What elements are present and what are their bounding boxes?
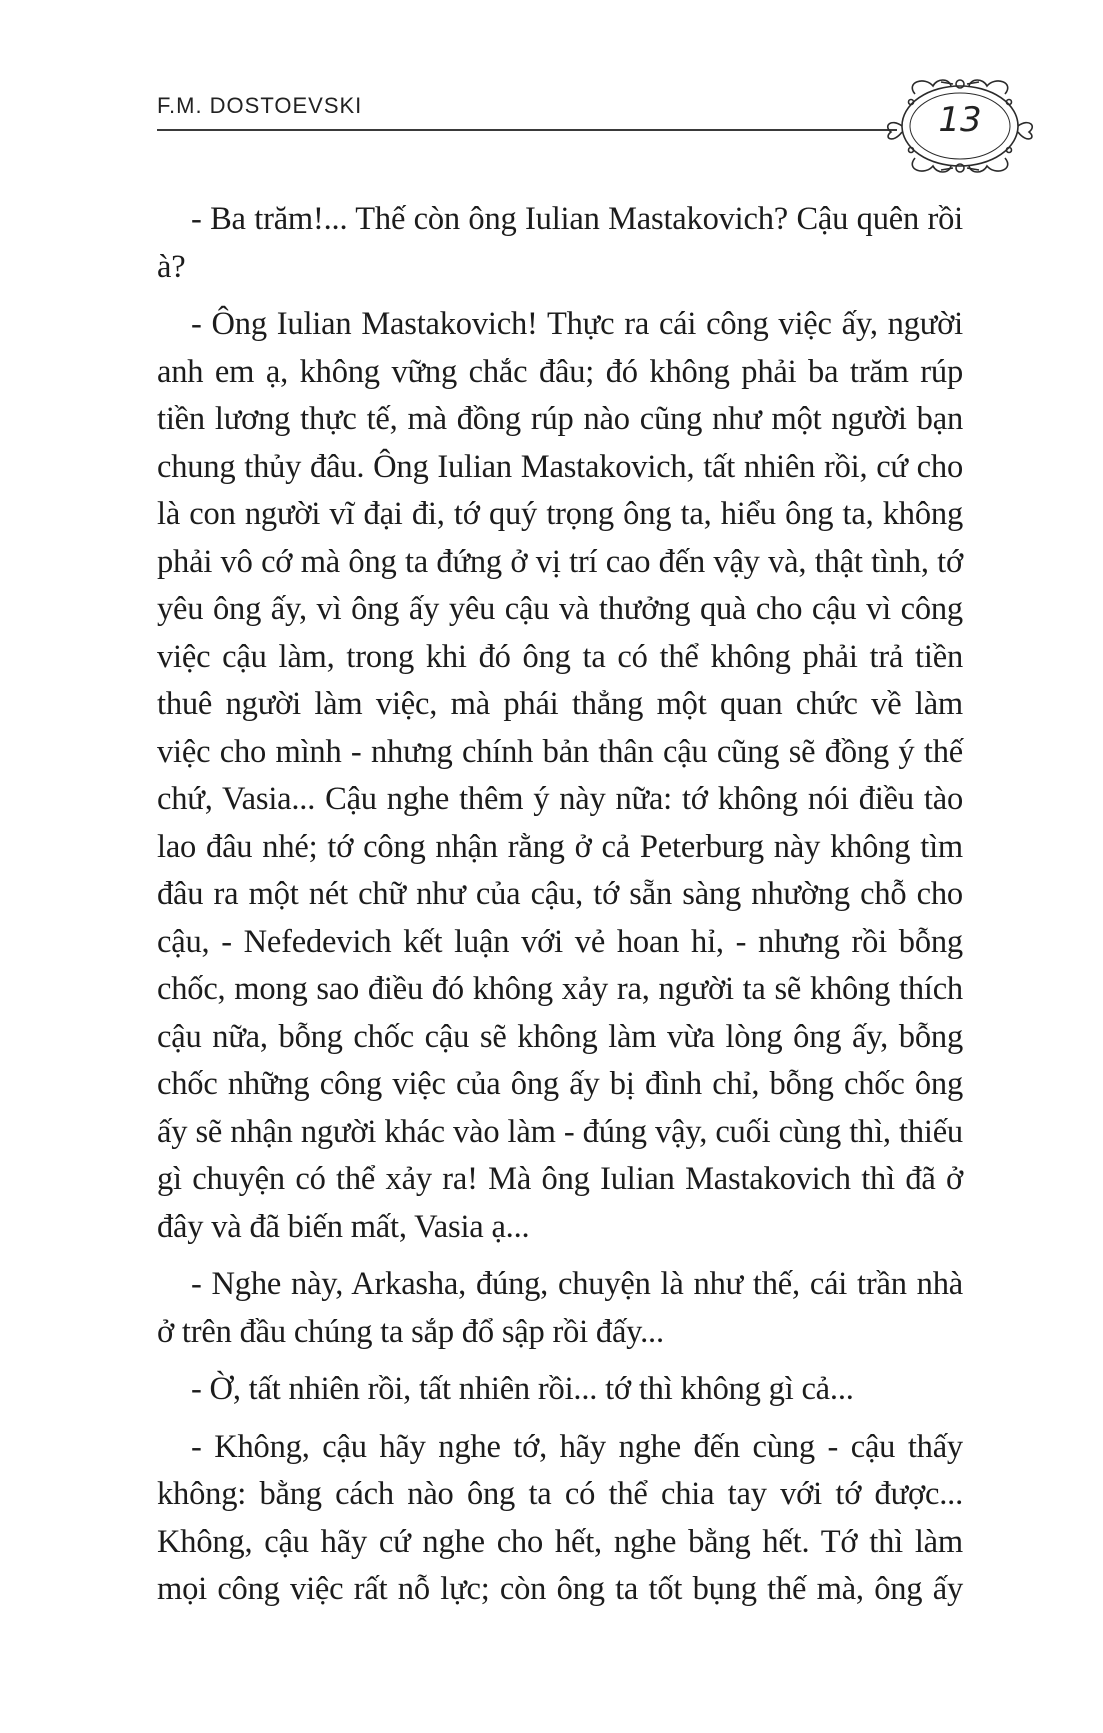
body-text	[157, 196, 963, 1614]
paragraph: - Nghe này, Arkasha, đúng, chuyện là như thế, cái trần nhà ở trên đầu chúng ta sắp đổ sập rồi đấy...	[157, 1266, 963, 1350]
paragraph: - Không, cậu hãy nghe tớ, hãy nghe đến cùng - cậu thấy không: bằng cách nào ông ta có thể chia tay với tớ được... Không, cậu hãy cứ nghe cho hết, nghe bằng hết. Tớ thì làm mọi công việc rất nỗ lực; còn ông ta tốt bụng thế mà, ông ấy	[157, 1428, 963, 1607]
running-head-author: F.M. DOSTOEVSKI	[157, 93, 363, 118]
paragraph: - Ờ, tất nhiên rồi, tất nhiên rồi... tớ thì không gì cả...	[191, 1371, 854, 1407]
header-rule	[157, 129, 897, 131]
paragraph: - Ba trăm!... Thế còn ông Iulian Mastakovich? Cậu quên rồi à?	[157, 201, 963, 285]
page-number: 13	[938, 100, 982, 140]
paragraph: - Ông Iulian Mastakovich! Thực ra cái công việc ấy, người anh em ạ, không vững chắc đâu; đó không phải ba trăm rúp tiền lương thực tế, mà đồng rúp nào cũng như một người bạn chung thủy đâu. Ông Iulian Mastakovich, tất nhiên rồi, cứ cho là con người vĩ đại đi, tớ quý trọng ông ta, hiểu ông ta, không phải vô cớ mà ông ta đứng ở vị trí cao đến vậy và, thật tình, tớ yêu ông ấy, vì ông ấy yêu cậu và thưởng quà cho cậu vì công việc cậu làm, trong khi đó ông ta có thể không phải trả tiền thuê người làm việc, mà phái thẳng một quan chức về làm việc cho mình - nhưng chính bản thân cậu cũng sẽ đồng ý thế chứ, Vasia... Cậu nghe thêm ý này nữa: tớ không nói điều tào lao đâu nhé; tớ công nhận rằng ở cả Peterburg này không tìm đâu ra một nét chữ như của cậu, tớ sẵn sàng nhường chỗ cho cậu, - Nefedevich kết luận với vẻ hoan hỉ, - nhưng rồi bỗng chốc, mong sao điều đó không xảy ra, người ta sẽ không thích cậu nữa, bỗng chốc cậu sẽ không làm vừa lòng ông ấy, bỗng chốc những công việc của ông ấy bị đình chỉ, bỗng chốc ông ấy sẽ nhận người khác vào làm - đúng vậy, cuối cùng thì, thiếu gì chuyện có thể xảy ra! Mà ông Iulian Mastakovich thì đã ở đây và đã biến mất, Vasia ạ...	[157, 306, 963, 1245]
page-header	[0, 0, 1103, 200]
